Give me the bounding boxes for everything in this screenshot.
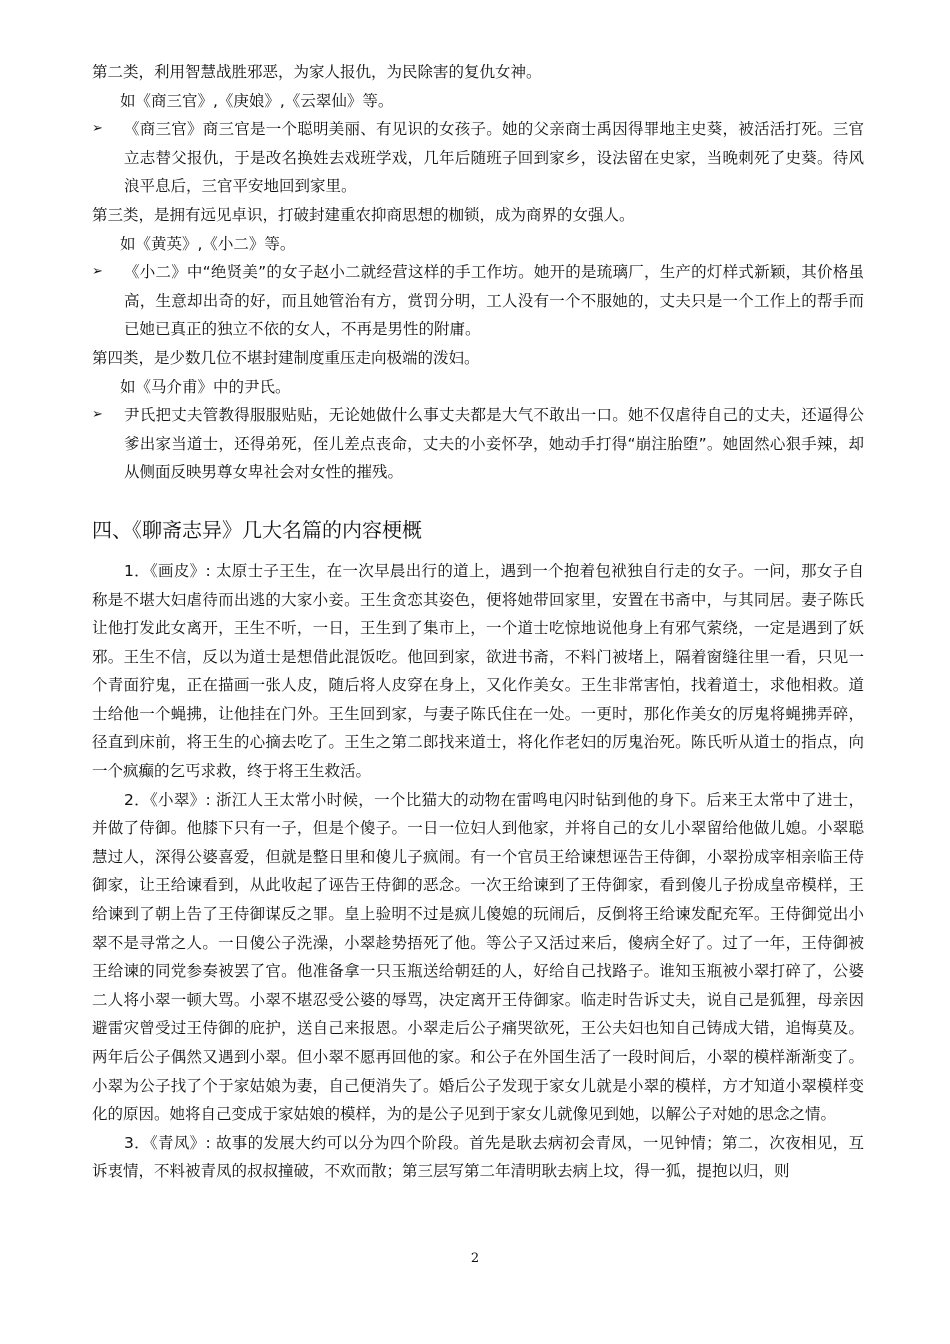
arrow-bullet-icon: ➢ xyxy=(92,264,103,280)
category-3-title: 第三类，是拥有远见卓识，打破封建重农抑商思想的枷锁，成为商界的女强人。 xyxy=(92,205,635,224)
arrow-bullet-icon: ➢ xyxy=(92,121,103,137)
category-2-examples: 如《商三官》,《庚娘》,《云翠仙》等。 xyxy=(120,91,394,110)
arrow-bullet-icon: ➢ xyxy=(92,407,103,423)
page-number: 2 xyxy=(470,1251,480,1266)
bullet-text: 《商三官》商三官是一个聪明美丽、有见识的女孩子。她的父亲商士禹因得罪地主史葵，被活活打死。三官立志替父报仇，于是改名换姓去戏班学戏，几年后随班子回到家乡，设法留在史家，当晚刺死了史葵。待风浪平息后，三官平安地回到家里。 xyxy=(124,120,864,196)
bullet-text: 尹氏把丈夫管教得服服贴贴，无论她做什么事丈夫都是大气不敢出一口。她不仅虐待自己的丈夫，还逼得公爹出家当道士，还得弟死，侄儿差点丧命，丈夫的小妾怀孕，她动手打得“崩注胎堕”。她固然心狠手辣，却从侧面反映男尊女卑社会对女性的摧残。 xyxy=(124,406,864,482)
synopsis-paragraph: 3．《青凤》: 故事的发展大约可以分为四个阶段。首先是耿去病初会青凤，一见钟情；第二，次夜相见，互诉衷情，不料被青凤的叔叔撞破，不欢而散；第三层写第二年清明耿去病上坟，得一狐，提抱以归，则 xyxy=(92,1133,864,1181)
section-4-heading: 四、《聊斋志异》几大名篇的内容梗概 xyxy=(92,517,422,542)
category-3-examples: 如《黄英》,《小二》等。 xyxy=(120,234,296,253)
category-4-examples: 如《马介甫》中的尹氏。 xyxy=(120,377,291,396)
synopsis-paragraph: 1．《画皮》: 太原士子王生，在一次早晨出行的道上，遇到一个抱着包袱独自行走的女子。一问，那女子自称是不堪大妇虐待而出逃的大家小妾。王生贪恋其姿色，便将她带回家里，安置在书斋中，与其同居。妻子陈氏让他打发此女离开，王生不听，一日，王生到了集市上，一个道士吃惊地说他身上有邪气萦绕，一定是遇到了妖邪。王生不信，反以为道士是想借此混饭吃。他回到家，欲进书斋，不料门被堵上，隔着窗缝往里一看，只见一个青面狞鬼，正在描画一张人皮，随后将人皮穿在身上，又化作美女。王生非常害怕，找着道士，求他相救。道士给他一个蝇拂，让他挂在门外。王生回到家，与妻子陈氏住在一处。一更时，那化作美女的厉鬼将蝇拂弄碎，径直到床前，将王生的心摘去吃了。王生之第二郎找来道士，将化作老妇的厉鬼治死。陈氏听从道士的指点，向一个疯癫的乞丐求救，终于将王生救活。 xyxy=(92,561,864,781)
category-2-bullet xyxy=(92,115,864,201)
category-2-title: 第二类，利用智慧战胜邪恶，为家人报仇，为民除害的复仇女神。 xyxy=(92,63,542,81)
synopsis-paragraph: 2．《小翠》: 浙江人王太常小时候，一个比猫大的动物在雷鸣电闪时钻到他的身下。后来王太常中了进士，并做了侍御。他膝下只有一子，但是个傻子。一日一位妇人到他家，并将自己的女儿小翠留给他做儿媳。小翠聪慧过人，深得公婆喜爱，但就是整日里和傻儿子疯闹。有一个官员王给谏想诬告王侍御，小翠扮成宰相亲临王侍御家，让王给谏看到，从此收起了诬告王侍御的恶念。一次王给谏到了王侍御家，看到傻儿子扮成皇帝模样，王给谏到了朝上告了王侍御谋反之罪。皇上验明不过是疯儿傻媳的玩闹后，反倒将王给谏发配充军。王侍御觉出小翠不是寻常之人。一日傻公子洗澡，小翠趁势捂死了他。等公子又活过来后，傻病全好了。过了一年，王侍御被王给谏的同党参奏被罢了官。他准备拿一只玉瓶送给朝廷的人，好给自己找路子。谁知玉瓶被小翠打碎了，公婆二人将小翠一顿大骂。小翠不堪忍受公婆的辱骂，决定离开王侍御家。临走时告诉丈夫，说自己是狐狸，母亲因避雷灾曾受过王侍御的庇护，送自己来报恩。小翠走后公子痛哭欲死，王公夫妇也知自己铸成大错，追悔莫及。两年后公子偶然又遇到小翠。但小翠不愿再回他的家。和公子在外国生活了一段时间后，小翠的模样渐渐变了。小翠为公子找了个于家姑娘为妻，自己便消失了。婚后公子发现于家女儿就是小翠的模样，方才知道小翠模样变化的原因。她将自己变成于家姑娘的模样，为的是公子见到于家女儿就像见到她，以解公子对她的思念之情。 xyxy=(92,790,864,1124)
category-3-bullet xyxy=(92,258,864,344)
document-page xyxy=(92,58,864,1186)
category-4-bullet xyxy=(92,401,864,487)
category-4-title: 第四类，是少数几位不堪封建制度重压走向极端的泼妇。 xyxy=(92,348,480,367)
bullet-text: 《小二》中“绝贤美”的女子赵小二就经营这样的手工作坊。她开的是琉璃厂，生产的灯样式新颖，其价格虽高，生意却出奇的好，而且她管治有方，赏罚分明，工人没有一个不服她的，丈夫只是一个工作上的帮手而已她已真正的独立不依的女人，不再是男性的附庸。 xyxy=(124,263,864,339)
